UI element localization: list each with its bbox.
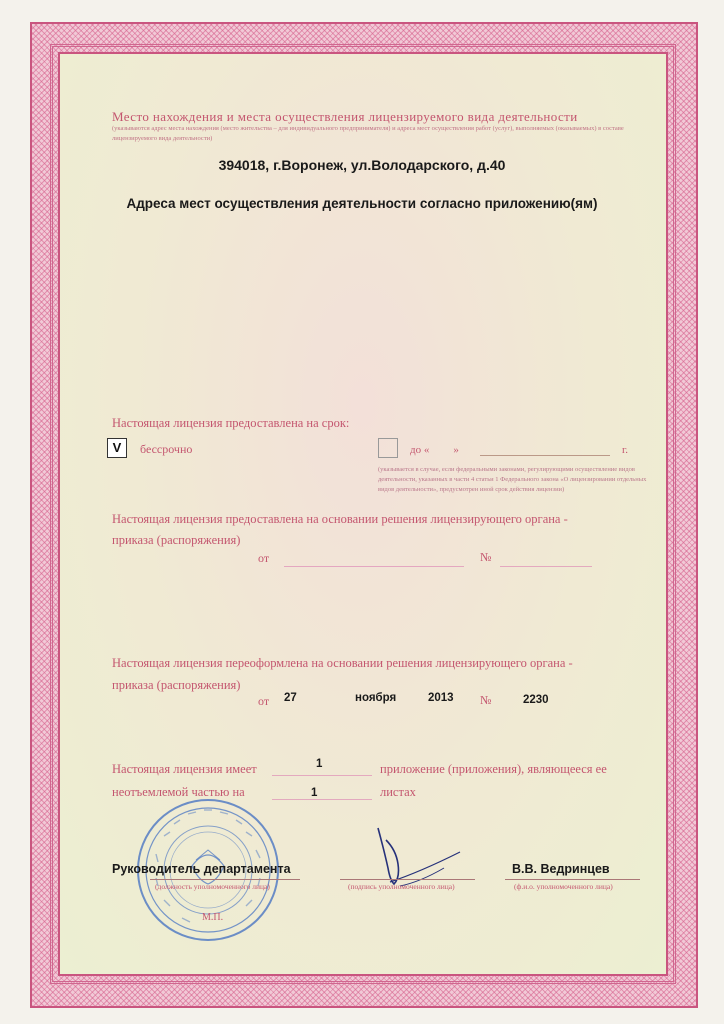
reissue-from: от	[258, 694, 270, 708]
signature-caption: (подпись уполномоченного лица)	[348, 882, 455, 891]
until-label	[410, 444, 459, 456]
basis-from: от	[258, 551, 270, 565]
basis-line2: приказа (распоряжения)	[112, 533, 241, 547]
location-note: (указываются адрес места нахождения (место жительства – для индивидуального предпринимателя) и адреса мест осуществления работ (услуг), выполняемых (оказываемых) в составе лицензируемого вида деятельности)	[112, 125, 624, 142]
term-title: Настоящая лицензия предоставлена на срок:	[112, 416, 350, 430]
appendix-line1-start: Настоящая лицензия имеет	[112, 762, 257, 776]
stamp-place-label: М.П.	[202, 912, 224, 923]
basis-number-sign: №	[480, 550, 492, 564]
reissue-number: 2230	[523, 694, 549, 706]
location-heading: Место нахождения и места осуществления лицензируемого вида деятельности	[112, 109, 578, 124]
name-line	[505, 879, 640, 880]
position-caption: (должность уполномоченного лица)	[155, 882, 270, 891]
position-title: Руководитель департамента	[112, 862, 291, 876]
until-year-suffix: г.	[622, 444, 629, 456]
appendix-line1-end: приложение (приложения), являющееся ее	[380, 762, 607, 776]
until-mid: »	[453, 444, 459, 456]
appendix-count: 1	[316, 758, 323, 770]
signature-line	[340, 879, 475, 880]
signer-name: В.В. Ведринцев	[512, 862, 610, 876]
basis-date-line	[284, 566, 464, 567]
reissue-number-sign: №	[480, 693, 492, 707]
appendix-line2-start: неотъемлемой частью на	[112, 785, 245, 799]
reissue-month: ноября	[355, 692, 397, 704]
unlimited-label: бессрочно	[140, 442, 193, 456]
until-line	[480, 455, 610, 456]
until-checkbox	[378, 438, 398, 458]
appendix-line2-end: листах	[380, 785, 416, 799]
until-prefix: до «	[410, 444, 430, 456]
until-note: (указывается в случае, если федеральными законами, регулирующими осуществление видов деятельности, указанных в части 4 статьи 1 Федерального закона «О лицензировании отдельных видов деятельности», предусмотрен иной срок действия лицензии)	[378, 466, 647, 493]
main-address: 394018, г.Воронеж, ул.Володарского, д.40	[218, 157, 506, 173]
position-line	[150, 879, 300, 880]
appendix-count-line	[272, 775, 372, 776]
basis-line1: Настоящая лицензия предоставлена на основании решения лицензирующего органа -	[112, 512, 568, 526]
appendix-sheets-line	[272, 799, 372, 800]
reissue-year: 2013	[428, 692, 454, 704]
places-note: Адреса мест осуществления деятельности согласно приложению(ям)	[126, 196, 598, 211]
reissue-day: 27	[284, 692, 297, 704]
basis-number-line	[500, 566, 592, 567]
appendix-sheets: 1	[311, 787, 318, 799]
reissue-line1: Настоящая лицензия переоформлена на основании решения лицензирующего органа -	[112, 656, 573, 670]
unlimited-checkbox: V	[107, 438, 127, 458]
name-caption: (ф.и.о. уполномоченного лица)	[514, 882, 613, 891]
reissue-line2: приказа (распоряжения)	[112, 678, 241, 692]
